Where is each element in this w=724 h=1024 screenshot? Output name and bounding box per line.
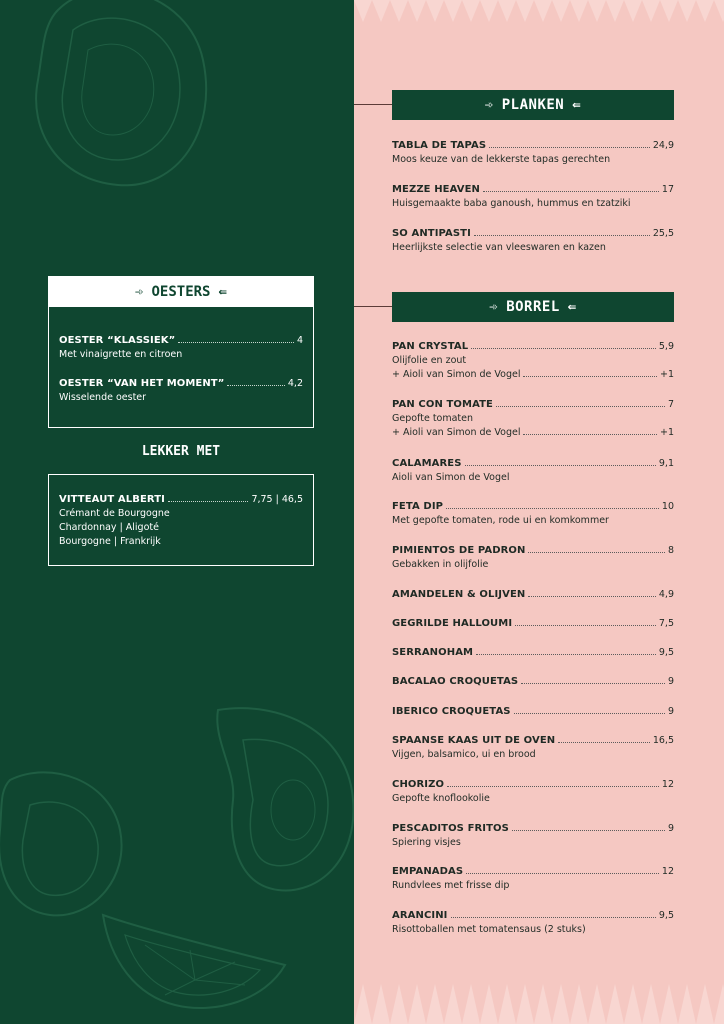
- section-title: PLANKEN: [501, 97, 565, 113]
- item-price: 7,5: [658, 618, 674, 629]
- section-title: BORREL: [506, 299, 560, 315]
- item-name: SERRANOHAM: [392, 647, 474, 658]
- item-name: ARANCINI: [392, 910, 448, 921]
- item-description: Huisgemaakte baba ganoush, hummus en tzatziki: [392, 198, 631, 209]
- menu-item-oester-van-het-moment: [59, 377, 303, 405]
- wine-line: Crémant de Bourgogne: [59, 508, 170, 519]
- item-description: Met vinaigrette en citroen: [59, 349, 183, 360]
- menu-item-serranoham: [392, 646, 674, 660]
- menu-item-bacalao-croquetas: [392, 675, 674, 689]
- item-price: 4,9: [658, 589, 674, 600]
- menu-item-tabla-de-tapas: [392, 139, 674, 167]
- wine-item-vitteaut-alberti: [59, 493, 303, 549]
- item-price: 12: [661, 779, 674, 790]
- menu-item-pan-crystal: [392, 340, 674, 382]
- pattern-top: [354, 0, 724, 22]
- item-price: 9,5: [658, 647, 674, 658]
- item-name: PAN CON TOMATE: [392, 399, 493, 410]
- section-header-planken: [392, 90, 674, 120]
- menu-item-pescaditos-fritos: [392, 822, 674, 850]
- item-description: Aioli van Simon de Vogel: [392, 472, 510, 483]
- menu-item-gegrilde-halloumi: [392, 617, 674, 631]
- item-price: 8: [667, 545, 674, 556]
- arrow-right-icon: ➾: [484, 97, 494, 113]
- menu-item-pan-con-tomate: [392, 398, 674, 440]
- wine-line: Chardonnay | Aligoté: [59, 522, 159, 533]
- item-description: Risottoballen met tomatensaus (2 stuks): [392, 924, 586, 935]
- oyster-illustration-right: [208, 700, 354, 900]
- item-price: 10: [661, 501, 674, 512]
- menu-item-spaanse-kaas: [392, 734, 674, 762]
- item-description: Gebakken in olijfolie: [392, 559, 489, 570]
- item-extra-price: +1: [659, 427, 674, 438]
- oesters-box: [48, 276, 314, 428]
- menu-item-calamares: [392, 457, 674, 485]
- arrow-left-icon: ⇚: [567, 299, 577, 315]
- item-price: 25,5: [652, 228, 674, 239]
- item-price: 9: [667, 706, 674, 717]
- item-name: OESTER “KLASSIEK”: [59, 335, 176, 346]
- item-description: Rundvlees met frisse dip: [392, 880, 510, 891]
- item-price: 7: [667, 399, 674, 410]
- item-description: Moos keuze van de lekkerste tapas gerechten: [392, 154, 611, 165]
- item-price: 9,5: [658, 910, 674, 921]
- item-description: Wisselende oester: [59, 392, 147, 403]
- item-price: 4,2: [287, 378, 303, 389]
- item-price: 9,1: [658, 458, 674, 469]
- item-name: VITTEAUT ALBERTI: [59, 494, 165, 505]
- item-name: FETA DIP: [392, 501, 444, 512]
- menu-item-mezze-heaven: [392, 183, 674, 211]
- menu-item-so-antipasti: [392, 227, 674, 255]
- menu-item-iberico-croquetas: [392, 705, 674, 719]
- item-description: Spiering visjes: [392, 837, 461, 848]
- section-title: OESTERS: [151, 284, 211, 300]
- menu-item-chorizo: [392, 778, 674, 806]
- lekker-met-box: [48, 474, 314, 566]
- item-name: PAN CRYSTAL: [392, 341, 469, 352]
- item-description: Heerlijkste selectie van vleeswaren en kazen: [392, 242, 606, 253]
- item-description: Gepofte tomaten: [392, 413, 474, 424]
- item-description: Met gepofte tomaten, rode ui en komkommer: [392, 515, 609, 526]
- connector-line-borrel: [354, 306, 392, 307]
- item-price: 7,75 | 46,5: [251, 494, 303, 505]
- item-description: Olijfolie en zout: [392, 355, 467, 366]
- item-name: SO ANTIPASTI: [392, 228, 471, 239]
- item-extra: + Aioli van Simon de Vogel: [392, 369, 521, 380]
- section-header-oesters: [49, 277, 313, 307]
- menu-item-arancini: [392, 909, 674, 937]
- menu-item-amandelen-olijven: [392, 588, 674, 602]
- arrow-right-icon: ➾: [135, 284, 144, 300]
- menu-item-empanadas: [392, 865, 674, 893]
- wine-line: Bourgogne | Frankrijk: [59, 536, 161, 547]
- item-description: Gepofte knoflookolie: [392, 793, 490, 804]
- item-price: 4: [296, 335, 303, 346]
- item-name: OESTER “VAN HET MOMENT”: [59, 378, 225, 389]
- item-name: CHORIZO: [392, 779, 445, 790]
- item-extra-price: +1: [659, 369, 674, 380]
- oyster-illustration-top: [18, 0, 218, 200]
- item-price: 16,5: [652, 735, 674, 746]
- arrow-left-icon: ⇚: [218, 284, 227, 300]
- item-price: 12: [661, 866, 674, 877]
- item-name: IBERICO CROQUETAS: [392, 706, 511, 717]
- item-name: MEZZE HEAVEN: [392, 184, 480, 195]
- item-name: TABLA DE TAPAS: [392, 140, 487, 151]
- menu-item-feta-dip: [392, 500, 674, 528]
- lemon-illustration: [95, 900, 295, 1024]
- item-name: EMPANADAS: [392, 866, 464, 877]
- item-price: 5,9: [658, 341, 674, 352]
- menu-item-pimientos-de-padron: [392, 544, 674, 572]
- arrow-left-icon: ⇚: [572, 97, 582, 113]
- item-price: 9: [667, 676, 674, 687]
- item-description: Vijgen, balsamico, ui en brood: [392, 749, 536, 760]
- item-name: BACALAO CROQUETAS: [392, 676, 519, 687]
- item-price: 9: [667, 823, 674, 834]
- menu-item-oester-klassiek: [59, 334, 303, 362]
- item-name: PIMIENTOS DE PADRON: [392, 545, 526, 556]
- item-name: PESCADITOS FRITOS: [392, 823, 509, 834]
- item-name: AMANDELEN & OLIJVEN: [392, 589, 526, 600]
- section-header-borrel: [392, 292, 674, 322]
- item-name: CALAMARES: [392, 458, 462, 469]
- item-price: 17: [661, 184, 674, 195]
- item-extra: + Aioli van Simon de Vogel: [392, 427, 521, 438]
- arrow-right-icon: ➾: [489, 299, 499, 315]
- pattern-bottom: [354, 984, 724, 1024]
- connector-line-planken: [354, 104, 392, 105]
- item-price: 24,9: [652, 140, 674, 151]
- lekker-met-title: LEKKER MET: [141, 444, 221, 459]
- item-name: GEGRILDE HALLOUMI: [392, 618, 513, 629]
- item-name: SPAANSE KAAS UIT DE OVEN: [392, 735, 556, 746]
